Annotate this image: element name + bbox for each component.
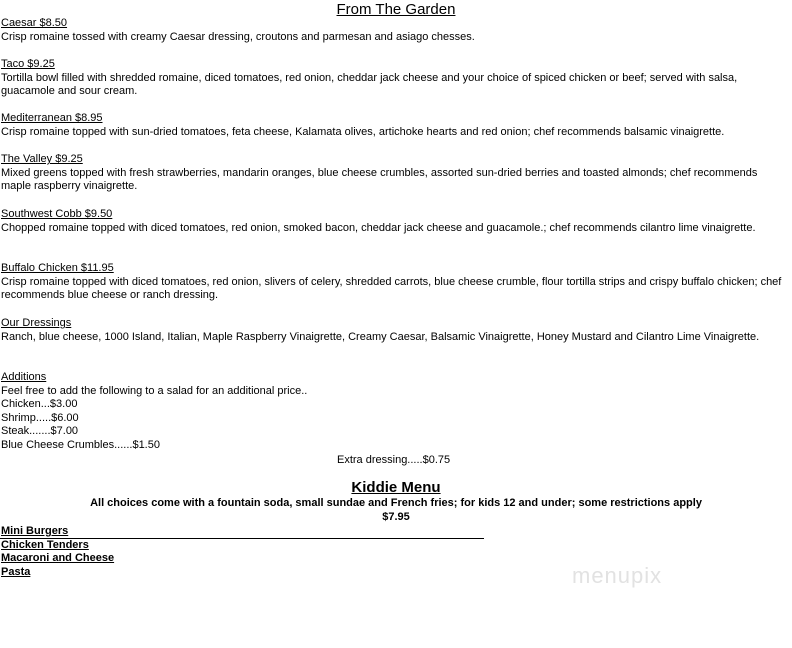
kiddie-price: $7.95 — [382, 511, 410, 523]
item-name: Mediterranean $8.95 — [1, 112, 103, 124]
kiddie-subtitle: All choices come with a fountain soda, small sundae and French fries; for kids 12 and under; some restrictions apply — [90, 497, 702, 509]
garden-heading: From The Garden — [336, 1, 456, 18]
menu-item-taco — [1, 58, 786, 99]
item-description: Tortilla bowl filled with shredded romaine, diced tomatoes, red onion, cheddar jack cheese and your choice of spiced chicken or beef; served with salsa, guacamole and sour cream. — [1, 71, 738, 97]
item-name: Buffalo Chicken $11.95 — [1, 262, 114, 274]
item-description: Mixed greens topped with fresh strawberries, mandarin oranges, blue cheese crumbles, assorted sun-dried berries and toasted almonds; chef recommends maple raspberry vinaigrette. — [1, 166, 758, 192]
dressings-heading: Our Dressings — [1, 317, 72, 329]
dressings-section — [1, 317, 786, 344]
menu-item-mediterranean — [1, 112, 786, 139]
dressings-list: Ranch, blue cheese, 1000 Island, Italian, Maple Raspberry Vinaigrette, Creamy Caesar, Balsamic Vinaigrette, Honey Mustard and Cilantro Lime Vinaigrette. — [1, 330, 760, 343]
menu-item-buffalo-chicken — [1, 262, 786, 303]
additions-intro: Feel free to add the following to a salad for an additional price.. — [1, 384, 308, 397]
kiddie-item: Macaroni and Cheese — [1, 552, 115, 564]
extra-dressing-price: Extra dressing.....$0.75 — [337, 454, 451, 466]
addition-line: Chicken...$3.00 — [1, 398, 78, 410]
menu-item-caesar — [1, 17, 786, 44]
addition-line: Shrimp.....$6.00 — [1, 411, 79, 424]
kiddie-heading: Kiddie Menu — [351, 479, 441, 496]
item-name: Taco $9.25 — [1, 58, 55, 70]
kiddie-item: Chicken Tenders — [1, 538, 89, 551]
kiddie-item: Mini Burgers — [1, 525, 69, 537]
addition-line: Blue Cheese Crumbles......$1.50 — [1, 438, 160, 451]
item-description: Crisp romaine topped with sun-dried tomatoes, feta cheese, Kalamata olives, artichoke hearts and red onion; chef recommends balsamic vinaigrette. — [1, 125, 725, 138]
kiddie-item: Pasta — [1, 565, 31, 578]
item-description: Crisp romaine topped with diced tomatoes, red onion, slivers of celery, shredded carrots, blue cheese crumble, flour tortilla strips and crispy buffalo chicken; chef recommends blue cheese or ranch dressing. — [1, 275, 782, 301]
watermark-logo: menupix — [572, 563, 663, 588]
item-description: Chopped romaine topped with diced tomatoes, red onion, smoked bacon, cheddar jack cheese and guacamole.; chef recommends cilantro lime vinaigrette. — [1, 221, 756, 234]
item-name: Caesar $8.50 — [1, 17, 68, 29]
additions-section — [1, 371, 786, 452]
item-description: Crisp romaine tossed with creamy Caesar dressing, croutons and parmesan and asiago chesses. — [1, 30, 475, 43]
menu-item-the-valley — [1, 153, 786, 194]
kiddie-items — [1, 525, 485, 579]
addition-line: Steak.......$7.00 — [1, 425, 79, 437]
item-name: Southwest Cobb $9.50 — [1, 208, 113, 220]
additions-heading: Additions — [1, 371, 47, 383]
menu-item-southwest-cobb — [1, 208, 786, 235]
item-name: The Valley $9.25 — [1, 153, 83, 165]
